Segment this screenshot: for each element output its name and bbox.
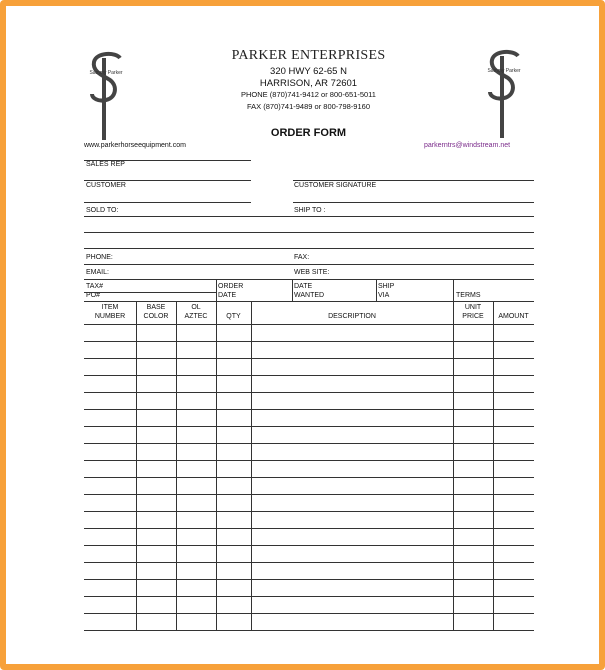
table-row[interactable]: [84, 392, 534, 393]
col-ol-header: [176, 303, 216, 321]
divider: [453, 279, 454, 301]
table-row[interactable]: [84, 477, 534, 478]
col-item-line1: ITEM: [101, 304, 119, 311]
order-label: ORDER: [218, 283, 244, 290]
customer-label: CUSTOMER: [86, 182, 126, 189]
divider: [216, 279, 217, 301]
tax-line[interactable]: [84, 292, 216, 293]
email-web-line[interactable]: [84, 279, 534, 280]
company-phone: PHONE (870)741-9412 or 800-651-5011: [241, 90, 376, 99]
customer-signature-line[interactable]: [293, 202, 534, 203]
col-base-header: [136, 303, 176, 321]
address-line[interactable]: [84, 248, 534, 249]
divider: [84, 160, 251, 161]
table-row[interactable]: [84, 613, 534, 614]
table-row[interactable]: [84, 545, 534, 546]
col-unit-price-header: [453, 303, 493, 321]
table-row[interactable]: [84, 511, 534, 512]
web-site-label: WEB SITE:: [294, 269, 330, 276]
table-row[interactable]: [84, 528, 534, 529]
address-line[interactable]: [84, 232, 534, 233]
phone-fax-line[interactable]: [84, 264, 534, 265]
date-label: DATE: [294, 283, 313, 290]
form-title: ORDER FORM: [270, 127, 347, 139]
terms-label: TERMS: [456, 292, 481, 299]
table-column-divider: [176, 301, 177, 630]
table-row[interactable]: [84, 494, 534, 495]
table-column-divider: [453, 301, 454, 630]
table-row[interactable]: [84, 460, 534, 461]
divider: [293, 180, 534, 181]
sales-rep-line[interactable]: [84, 180, 251, 181]
ship-label: SHIP: [378, 283, 395, 290]
customer-line[interactable]: [84, 202, 251, 203]
col-ol-line2: AZTEC: [184, 313, 208, 320]
website-link[interactable]: www.parkerhorseequipment.com: [84, 142, 186, 149]
address-line[interactable]: [84, 216, 534, 217]
table-column-divider: [136, 301, 137, 630]
table-row[interactable]: [84, 596, 534, 597]
table-row[interactable]: [84, 562, 534, 563]
phone-label: PHONE:: [86, 254, 113, 261]
customer-signature-label: CUSTOMER SIGNATURE: [294, 182, 377, 189]
company-name: PARKER ENTERPRISES: [231, 48, 386, 63]
table-column-divider: [216, 301, 217, 630]
table-row[interactable]: [84, 409, 534, 410]
sales-rep-label: SALES REP: [86, 161, 125, 168]
table-column-divider: [493, 301, 494, 630]
table-row[interactable]: [84, 375, 534, 376]
col-description-header: DESCRIPTION: [328, 313, 376, 320]
via-label: VIA: [378, 292, 390, 299]
email-link[interactable]: parkerntrs@windstream.net: [424, 142, 511, 149]
col-base-line1: BASE: [146, 304, 166, 311]
wanted-label: WANTED: [294, 292, 325, 299]
table-header-line: [84, 324, 534, 325]
sold-to-label: SOLD TO:: [86, 207, 119, 214]
table-row[interactable]: [84, 426, 534, 427]
col-amount-header: AMOUNT: [498, 313, 529, 320]
logo-text-right: Sammy Parker: [487, 68, 521, 74]
table-row[interactable]: [84, 358, 534, 359]
logo-text: Sammy Parker: [89, 70, 123, 76]
col-unit-line2: PRICE: [462, 313, 484, 320]
company-fax: FAX (870)741-9489 or 800-798-9160: [246, 102, 370, 111]
table-row[interactable]: [84, 341, 534, 342]
fax-label: FAX:: [294, 254, 310, 261]
col-item-line2: NUMBER: [94, 313, 126, 320]
table-row[interactable]: [84, 630, 534, 631]
table-row[interactable]: [84, 579, 534, 580]
table-column-divider: [251, 301, 252, 630]
po-label: PO#: [86, 292, 101, 299]
company-address-1: 320 HWY 62-65 N: [270, 66, 347, 77]
company-address-2: HARRISON, AR 72601: [259, 78, 358, 89]
table-row[interactable]: [84, 443, 534, 444]
ship-to-label: SHIP TO :: [294, 207, 326, 214]
info-bottom-line: [84, 301, 534, 302]
email-label: EMAIL:: [86, 269, 109, 276]
divider: [292, 279, 293, 301]
tax-label: TAX#: [86, 283, 103, 290]
col-item-header: [84, 303, 136, 321]
col-ol-line1: OL: [191, 304, 201, 311]
col-base-line2: COLOR: [143, 313, 169, 320]
divider: [376, 279, 377, 301]
col-qty-header: QTY: [226, 313, 241, 320]
order-date-label: DATE: [218, 292, 237, 299]
col-unit-line1: UNIT: [464, 304, 482, 311]
